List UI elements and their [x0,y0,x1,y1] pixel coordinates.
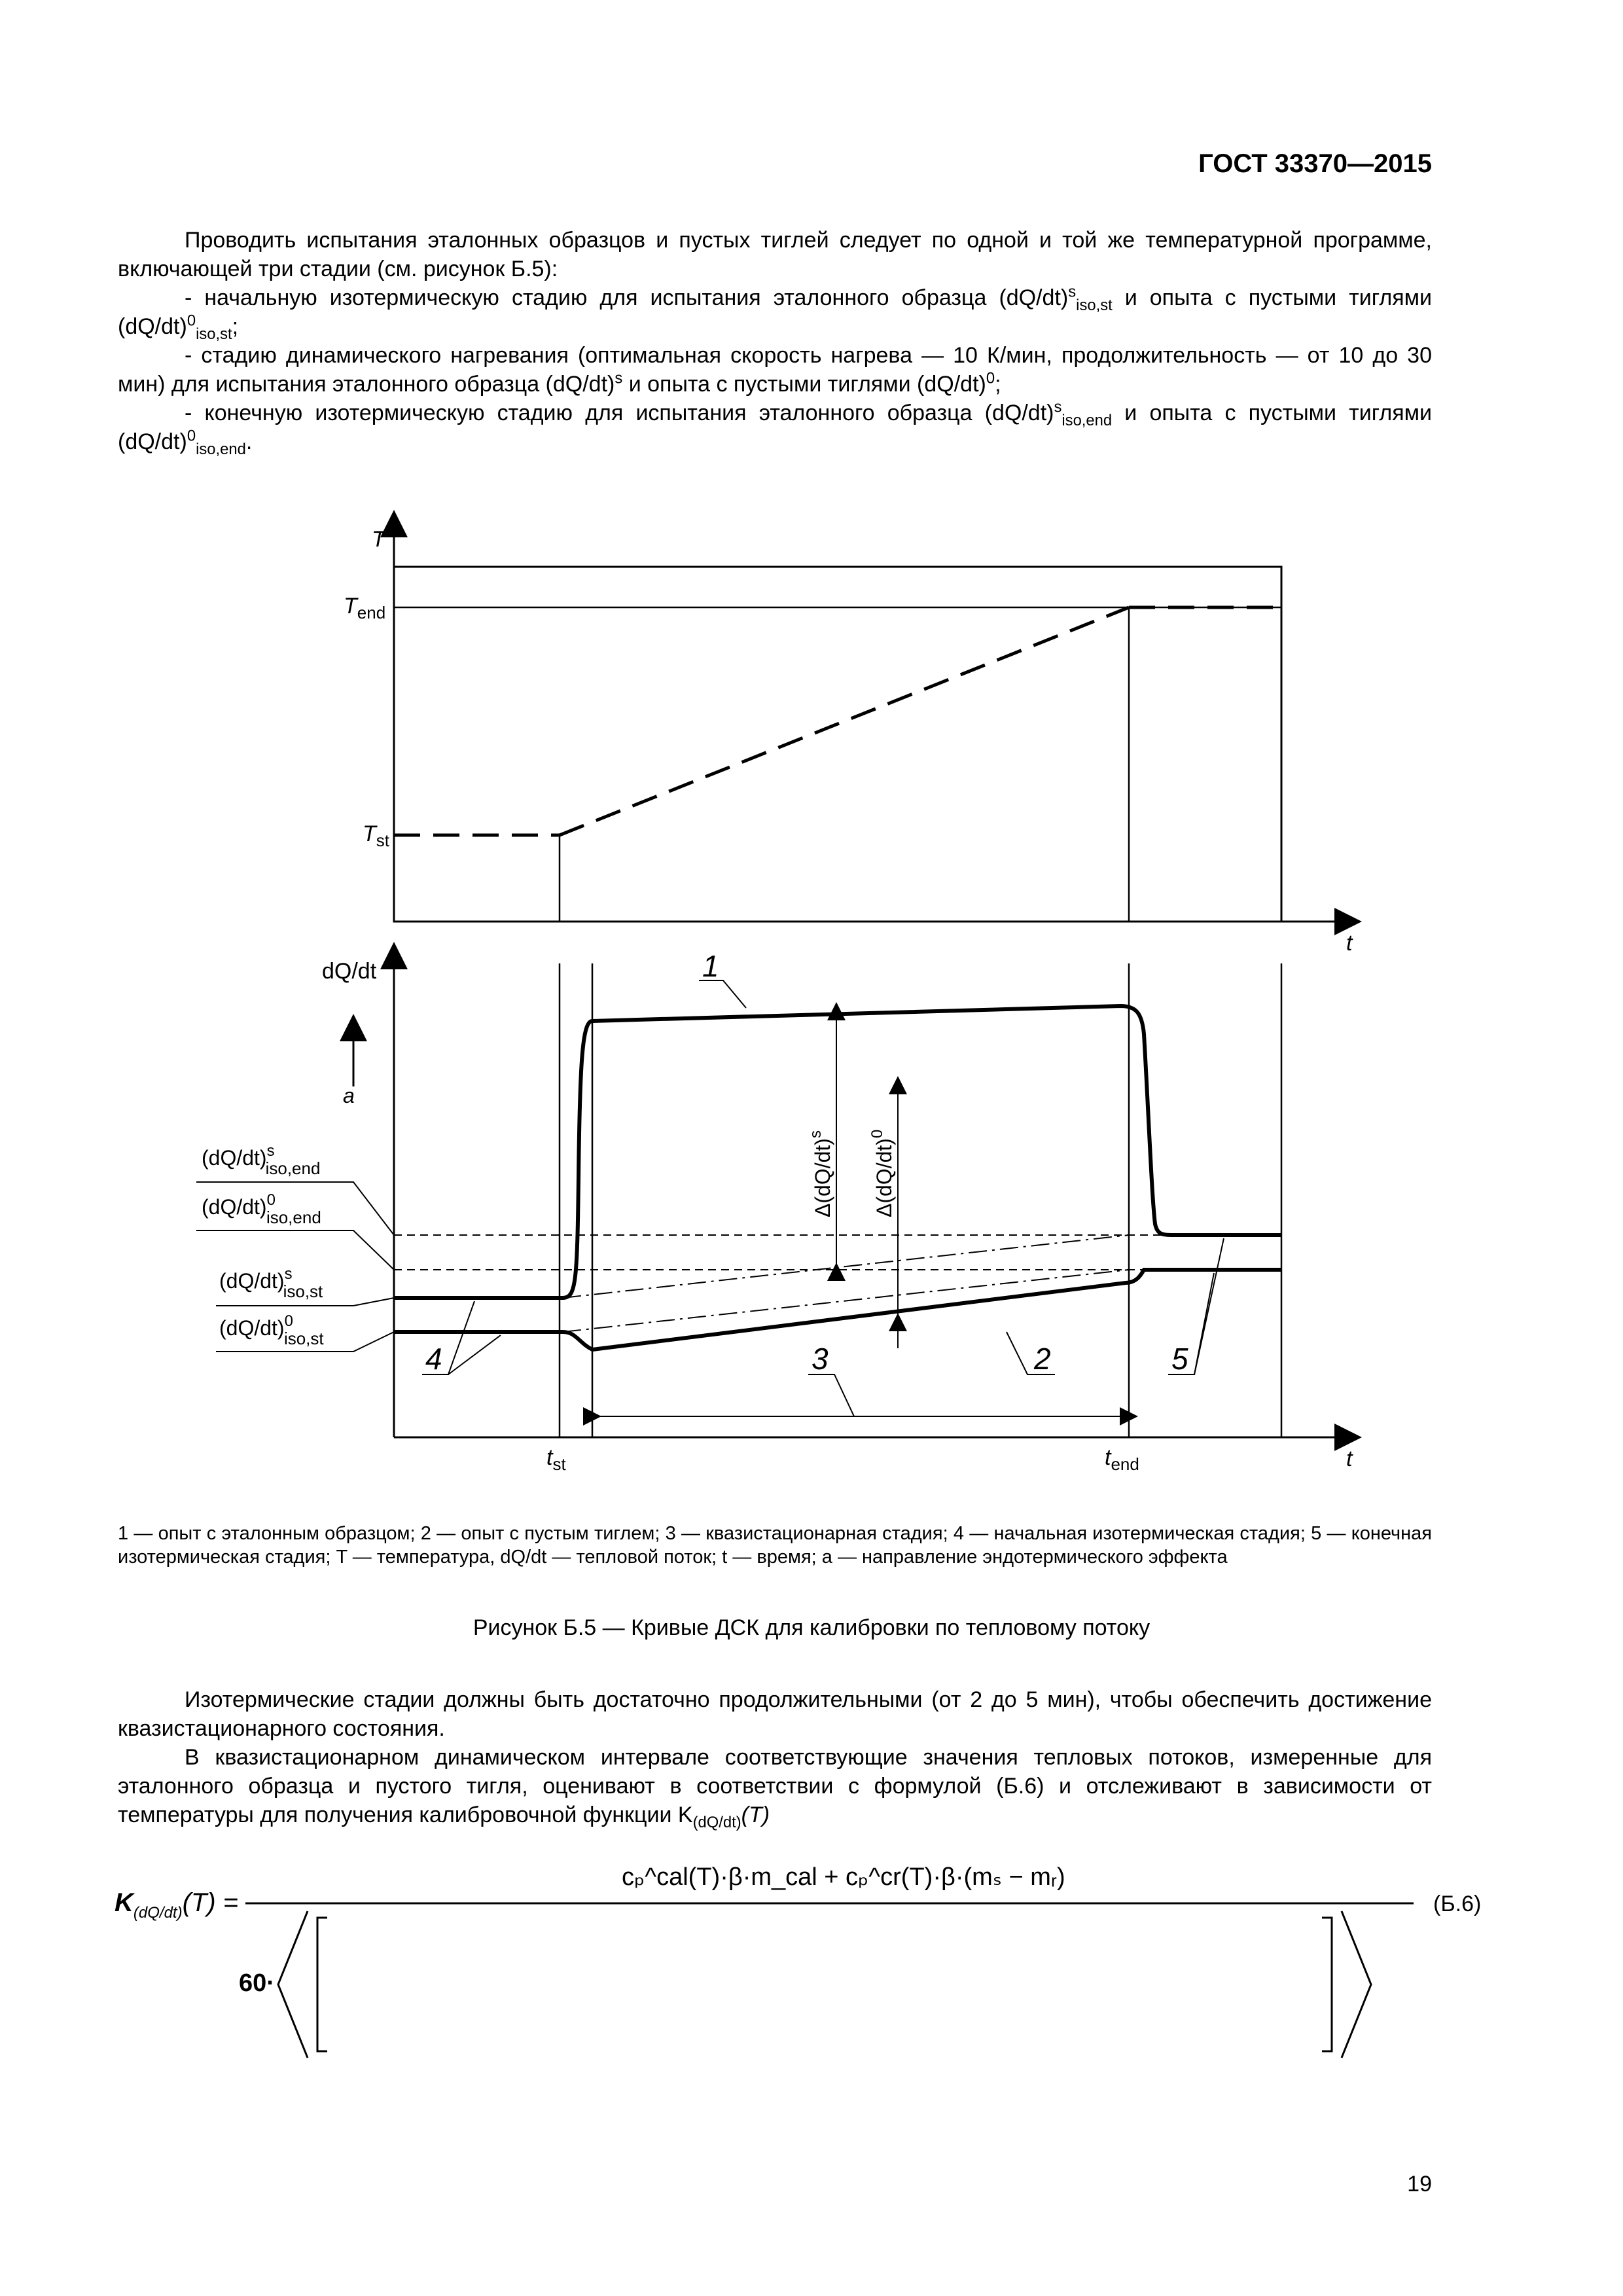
s-baseline-dashdot [563,1235,1129,1298]
label-s-iso-end: $(dQ/dt)^s$ iso,end [202,1142,321,1178]
callout-4-number: 4 [425,1342,442,1376]
delta-0-label: $\Delta(dQ/dt)^0$ [868,1129,896,1217]
curve-2-empty-crucible [394,1270,1281,1350]
label-0-iso-st: $(dQ/dt)^0$ iso,st [219,1312,324,1348]
temperature-panel [344,524,1353,956]
formula-numerator: cₚ^cal(T)·β·m_cal + cₚ^cr(T)·β·(mₛ − mᵣ) [622,1863,1065,1891]
bottom-x-label: t [1346,1446,1353,1471]
arrow-a-label: a [343,1084,355,1107]
t-st-label: $T_{st}$ [363,821,390,850]
intro-bullet-2: - стадию динамического нагревания (оптимальная скорость нагрева — 10 К/мин, продолжительность — от 10 до 30 мин) для испытания эталонного образца $(dQ/dt)^s$ и опыта с пустыми тиглями $(dQ/dt)^0$; [118,343,1432,397]
body-paragraph-2: В квазистационарном динамическом интервале соответствующие значения тепловых потоков, измеренные для эталонного образца и пустого тигля, оценивают в соответствии с формулой (Б.6) и отслеживают в зависимости от температуры для получения калибровочной функции $K_{(dQ/dt)}(T)$ [118,1745,1432,1831]
delta-s-label: $\Delta(dQ/dt)^s$ [807,1130,834,1217]
top-y-label: T [372,527,385,552]
top-x-label: t [1346,931,1353,956]
leader-0-iso-end [196,1230,394,1270]
intro-bullet-1: - начальную изотермическую стадию для испытания эталонного образца $(dQ/dt)^s_{iso,st}$ и опыта с пустыми тиглями $(dQ/dt)^0_{iso,st}$; [118,283,1432,343]
heat-flow-panel [196,949,1353,1474]
bracket-left [317,1918,327,2051]
intro-paragraph: Проводить испытания эталонных образцов и пустых тиглей следует по одной и той же температурной программе, включающей три стадии (см. рисунок Б.5): [118,228,1432,281]
intro-text [118,226,1432,456]
intro-bullet-3: - конечную изотермическую стадию для испытания эталонного образца $(dQ/dt)^s_{iso,end}$ и опыта с пустыми тиглями $(dQ/dt)^0_{iso,end}$. [118,398,1433,458]
formula-coefficient: 60· [239,1969,275,1997]
body-paragraph-1: Изотермические стадии должны быть достаточно продолжительными (от 2 до 5 мин), чтобы обеспечить достижение квазистационарного состояния. [118,1687,1432,1741]
heating-ramp [560,607,1129,835]
curve-1-sample [394,1006,1281,1298]
angle-bracket-left [278,1911,308,2058]
callout-4-leader-b [448,1335,501,1374]
formula-label: (Б.6) [1433,1892,1482,1916]
bottom-y-label: dQ/dt [322,959,377,984]
top-frame [394,567,1281,922]
figure-title: Рисунок Б.5 — Кривые ДСК для калибровки по тепловому потоку [473,1615,1150,1640]
standard-header: ГОСТ 33370—2015 [1198,149,1432,178]
callout-1-number: 1 [702,949,719,983]
callout-1-leader [699,980,746,1008]
tst-label: $t_{st}$ [546,1445,566,1474]
callout-5-leader-b [1194,1273,1214,1374]
callout-3-number: 3 [812,1342,829,1376]
callout-2-number: 2 [1034,1342,1051,1376]
formula-b6 [98,1846,1482,2068]
formula-lhs: $K_{(dQ/dt)}(T)$ = [115,1888,239,1922]
t-end-label: $T_{end}$ [344,594,386,622]
callout-5-number: 5 [1171,1342,1188,1376]
angle-bracket-right [1342,1911,1371,2058]
figure-legend: 1 — опыт с эталонным образцом; 2 — опыт с пустым тиглем; 3 — квазистационарная стадия; 4 — начальная изотермическая стадия; 5 — конечная изотермическая стадия; T — температура, dQ/dt — тепловой поток; t — время; a — направление эндотермического эффекта [118,1523,1432,1568]
body-text [118,1685,1432,1829]
callout-3-leader [808,1374,854,1416]
label-0-iso-end: $(dQ/dt)^0$ iso,end [202,1191,321,1227]
label-s-iso-st: $(dQ/dt)^s$ iso,st [219,1265,323,1301]
zero-baseline-dashdot [563,1270,1129,1332]
tend-label: $t_{end}$ [1105,1445,1139,1474]
dsc-figure [0,511,1623,1479]
bracket-right [1322,1918,1332,2051]
page-number: 19 [1407,2172,1432,2197]
